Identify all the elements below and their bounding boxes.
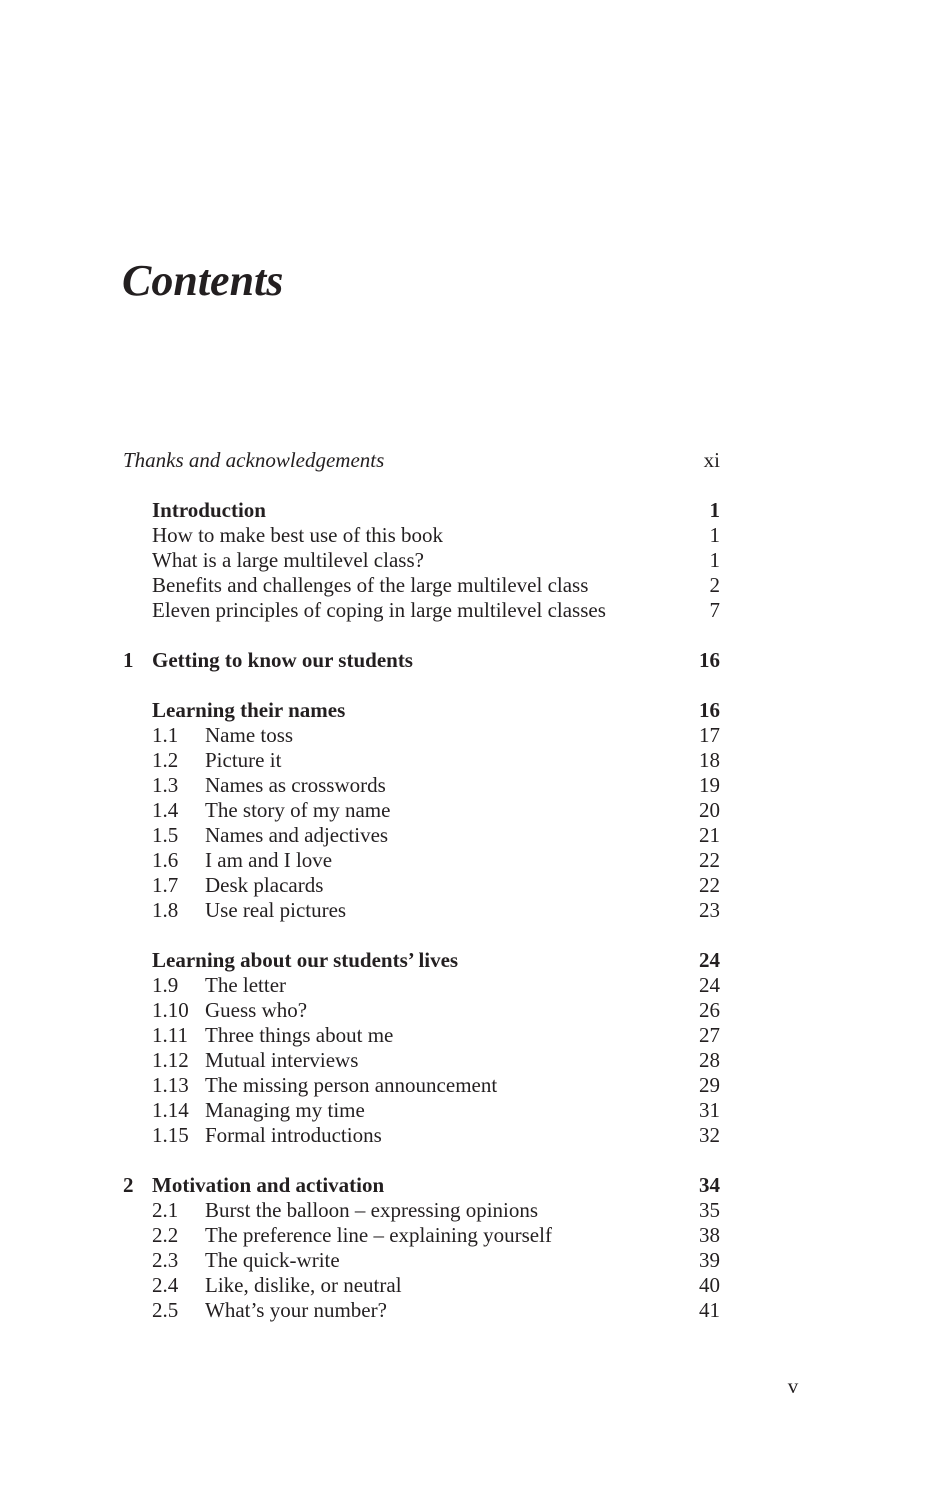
toc-entry-label: Like, dislike, or neutral bbox=[205, 1273, 402, 1297]
toc-entry-page: 16 bbox=[699, 698, 720, 722]
page-title: Contents bbox=[122, 256, 284, 306]
toc-row bbox=[123, 1048, 720, 1073]
section-number: 2.5 bbox=[152, 1298, 179, 1322]
toc-entry-page: 34 bbox=[699, 1173, 720, 1197]
toc-entry-page: 22 bbox=[699, 848, 720, 872]
toc-entry-page: 27 bbox=[699, 1023, 720, 1047]
toc-entry-page: 1 bbox=[709, 548, 720, 572]
toc-entry-page: 2 bbox=[709, 573, 720, 597]
toc-row bbox=[123, 548, 720, 573]
toc-row bbox=[123, 823, 720, 848]
section-number: 2.4 bbox=[152, 1273, 179, 1297]
toc-entry-label: Introduction bbox=[152, 498, 266, 522]
toc-entry-page: 35 bbox=[699, 1198, 720, 1222]
toc-row bbox=[123, 1248, 720, 1273]
toc-entry-label: What’s your number? bbox=[205, 1298, 387, 1322]
toc-entry-label: I am and I love bbox=[205, 848, 333, 872]
toc-entry-page: 32 bbox=[699, 1123, 720, 1147]
toc-entry-label: Names as crosswords bbox=[205, 773, 386, 797]
section-number: 1.5 bbox=[152, 823, 179, 847]
toc-entry-page: 20 bbox=[699, 798, 720, 822]
toc-row bbox=[123, 1023, 720, 1048]
section-number: 1.9 bbox=[152, 973, 179, 997]
toc-entry-label: Names and adjectives bbox=[205, 823, 389, 847]
section-number: 1.4 bbox=[152, 798, 179, 822]
toc-entry-page: 23 bbox=[699, 898, 720, 922]
toc-entry-label: Picture it bbox=[205, 748, 282, 772]
page-number: v bbox=[787, 1374, 799, 1398]
toc-entry-page: 16 bbox=[699, 648, 720, 672]
toc-row bbox=[123, 848, 720, 873]
toc-row bbox=[123, 948, 720, 973]
toc-row bbox=[123, 1073, 720, 1098]
toc-row bbox=[123, 1173, 720, 1198]
section-number: 2.3 bbox=[152, 1248, 179, 1272]
toc bbox=[123, 448, 720, 1323]
toc-entry-page: 18 bbox=[699, 748, 720, 772]
toc-entry-label: Name toss bbox=[205, 723, 294, 747]
toc-entry-page: 38 bbox=[699, 1223, 720, 1247]
toc-row bbox=[123, 973, 720, 998]
toc-row bbox=[123, 798, 720, 823]
toc-entry-label: Formal introductions bbox=[205, 1123, 382, 1147]
section-number: 1.2 bbox=[152, 748, 179, 772]
toc-entry-label: How to make best use of this book bbox=[152, 523, 444, 547]
section-number: 1.10 bbox=[152, 998, 189, 1022]
toc-row bbox=[123, 1098, 720, 1123]
toc-row bbox=[123, 1223, 720, 1248]
section-number: 1.3 bbox=[152, 773, 179, 797]
toc-row bbox=[123, 498, 720, 523]
toc-row bbox=[123, 648, 720, 673]
toc-entry-label: Three things about me bbox=[205, 1023, 394, 1047]
toc-row bbox=[123, 873, 720, 898]
section-number: 1.12 bbox=[152, 1048, 189, 1072]
toc-entry-page: 26 bbox=[699, 998, 720, 1022]
toc-entry-page: 24 bbox=[699, 973, 720, 997]
toc-entry-label: The letter bbox=[205, 973, 287, 997]
toc-entry-label: Benefits and challenges of the large multilevel class bbox=[152, 573, 589, 597]
toc-entry-page: 29 bbox=[699, 1073, 720, 1097]
section-number: 1.13 bbox=[152, 1073, 189, 1097]
toc-row bbox=[123, 1273, 720, 1298]
section-number: 1.8 bbox=[152, 898, 179, 922]
section-number: 1.6 bbox=[152, 848, 179, 872]
section-number: 2.2 bbox=[152, 1223, 179, 1247]
toc-entry-label: Guess who? bbox=[205, 998, 308, 1022]
toc-entry-label: What is a large multilevel class? bbox=[152, 548, 424, 572]
toc-entry-label: The quick-write bbox=[205, 1248, 340, 1272]
section-number: 1.7 bbox=[152, 873, 179, 897]
toc-entry-page: 1 bbox=[709, 498, 720, 522]
toc-row bbox=[123, 1123, 720, 1148]
toc-row bbox=[123, 448, 720, 473]
toc-entry-label: Thanks and acknowledgements bbox=[123, 448, 385, 472]
toc-entry-label: The preference line – explaining yourself bbox=[205, 1223, 552, 1247]
section-number: 2.1 bbox=[152, 1198, 179, 1222]
toc-entry-page: 24 bbox=[699, 948, 720, 972]
toc-row bbox=[123, 573, 720, 598]
toc-entry-page: 40 bbox=[699, 1273, 720, 1297]
toc-entry-page: 28 bbox=[699, 1048, 720, 1072]
toc-entry-label: Desk placards bbox=[205, 873, 324, 897]
toc-entry-page: 31 bbox=[699, 1098, 720, 1122]
toc-entry-page: xi bbox=[703, 448, 720, 472]
toc-entry-page: 19 bbox=[699, 773, 720, 797]
chapter-number: 2 bbox=[123, 1173, 134, 1197]
toc-entry-page: 41 bbox=[699, 1298, 720, 1322]
toc-entry-page: 1 bbox=[709, 523, 720, 547]
section-number: 1.14 bbox=[152, 1098, 189, 1122]
toc-row bbox=[123, 523, 720, 548]
toc-entry-label: Motivation and activation bbox=[152, 1173, 385, 1197]
section-number: 1.15 bbox=[152, 1123, 189, 1147]
toc-entry-label: Managing my time bbox=[205, 1098, 365, 1122]
toc-entry-page: 17 bbox=[699, 723, 720, 747]
toc-entry-label: Eleven principles of coping in large multilevel classes bbox=[152, 598, 606, 622]
chapter-number: 1 bbox=[123, 648, 134, 672]
toc-entry-label: The story of my name bbox=[205, 798, 391, 822]
toc-row bbox=[123, 1298, 720, 1323]
toc-row bbox=[123, 898, 720, 923]
toc-entry-label: Getting to know our students bbox=[152, 648, 413, 672]
toc-entry-page: 22 bbox=[699, 873, 720, 897]
toc-entry-label: Learning about our students’ lives bbox=[152, 948, 459, 972]
toc-row bbox=[123, 698, 720, 723]
toc-entry-page: 39 bbox=[699, 1248, 720, 1272]
toc-entry-label: Burst the balloon – expressing opinions bbox=[205, 1198, 539, 1222]
toc-row bbox=[123, 1198, 720, 1223]
section-number: 1.11 bbox=[152, 1023, 188, 1047]
toc-entry-label: Learning their names bbox=[152, 698, 346, 722]
toc-row bbox=[123, 998, 720, 1023]
toc-row bbox=[123, 598, 720, 623]
toc-row bbox=[123, 773, 720, 798]
toc-entry-page: 7 bbox=[709, 598, 720, 622]
toc-row bbox=[123, 723, 720, 748]
toc-entry-page: 21 bbox=[699, 823, 720, 847]
toc-row bbox=[123, 748, 720, 773]
toc-entry-label: Use real pictures bbox=[205, 898, 347, 922]
toc-entry-label: The missing person announcement bbox=[205, 1073, 498, 1097]
section-number: 1.1 bbox=[152, 723, 179, 747]
toc-entry-label: Mutual interviews bbox=[205, 1048, 359, 1072]
